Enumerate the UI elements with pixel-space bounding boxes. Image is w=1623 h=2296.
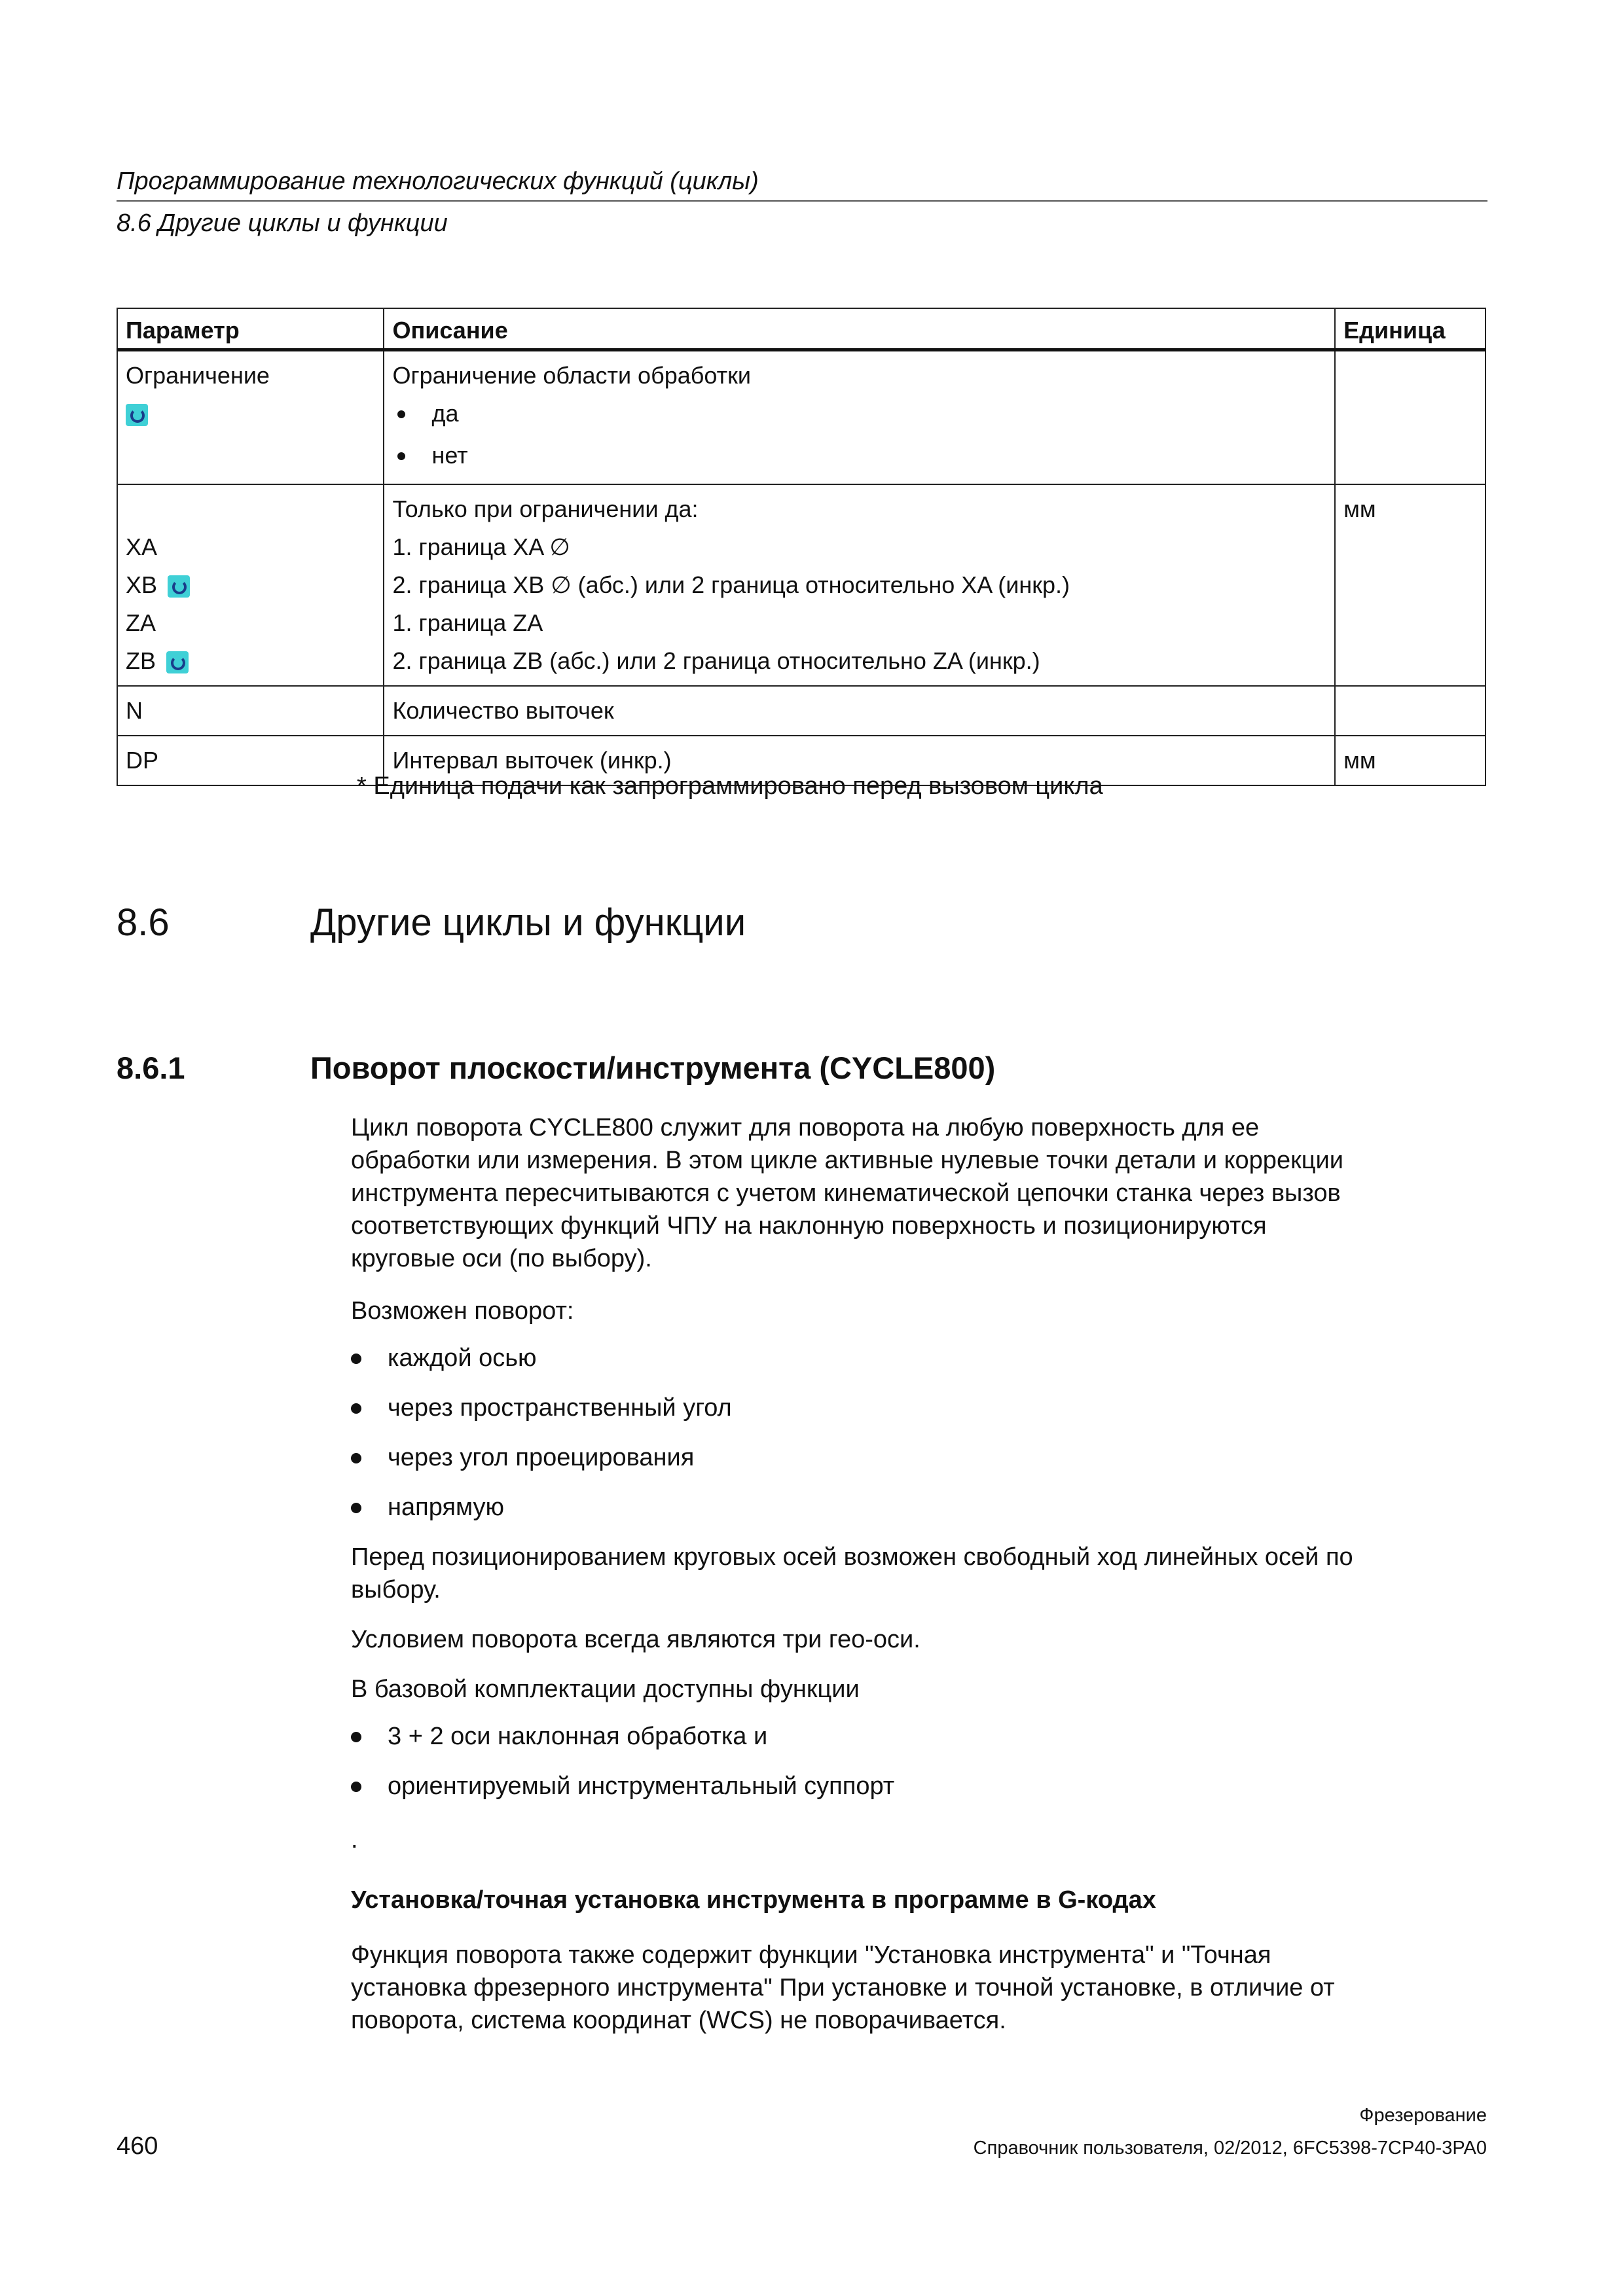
desc-cell xyxy=(384,484,1335,686)
param-desc: Только при ограничении да: xyxy=(392,495,699,522)
unit-cell: мм xyxy=(1335,484,1486,686)
section-number: 8.6 xyxy=(117,901,170,944)
column-header-desc: Описание xyxy=(384,308,1335,350)
page-number: 460 xyxy=(117,2132,158,2160)
param-desc: 1. граница XA ∅ xyxy=(392,533,570,560)
param-desc: 1. граница ZA xyxy=(392,609,543,636)
option-item: да xyxy=(392,395,1325,437)
intro-line: Цикл поворота CYCLE800 служит для поворота на любую поверхность для ее xyxy=(351,1114,1260,1141)
option-item: нет xyxy=(392,437,1325,478)
table-row xyxy=(117,686,1486,736)
footer-book-title: Фрезерование xyxy=(1359,2105,1487,2126)
param-cell xyxy=(117,484,384,686)
unit-cell xyxy=(1335,350,1486,485)
subsection-number: 8.6.1 xyxy=(117,1050,185,1085)
final-line: Функция поворота также содержит функции "Установка инструмента" и "Точная xyxy=(351,1941,1271,1969)
table-footnote: * Единица подачи как запрограммировано перед вызовом цикла xyxy=(357,772,1103,800)
desc-cell xyxy=(384,350,1335,485)
header-rule xyxy=(117,200,1487,202)
toggle-selection-icon[interactable] xyxy=(168,575,190,598)
condition-paragraph: Условием поворота всегда являются три гео-оси. xyxy=(351,1626,921,1653)
table-row xyxy=(117,350,1486,485)
final-line: установка фрезерного инструмента" При установке и точной установке, в отличие от xyxy=(351,1974,1335,2001)
table-row xyxy=(117,484,1486,686)
unit-cell xyxy=(1335,686,1486,736)
running-header-chapter: Программирование технологических функций (циклы) xyxy=(117,168,759,195)
running-header-section: 8.6 Другие циклы и функции xyxy=(117,209,448,237)
free-travel-line: выбору. xyxy=(351,1576,441,1604)
param-name: XB xyxy=(126,571,158,598)
parameter-table xyxy=(117,308,1486,786)
param-name: Ограничение xyxy=(126,362,270,389)
param-name: ZB xyxy=(126,647,156,674)
param-desc: Количество выточек xyxy=(384,686,1335,736)
param-name: DP xyxy=(117,736,384,785)
final-line: поворота, система координат (WCS) не поворачивается. xyxy=(351,2007,1006,2034)
possible-rotation-label: Возможен поворот: xyxy=(351,1297,574,1325)
unit-cell: мм xyxy=(1335,736,1486,785)
param-desc: 2. граница ZB (абс.) или 2 граница относительно ZA (инкр.) xyxy=(392,647,1040,674)
basic-functions-paragraph: В базовой комплектации доступны функции xyxy=(351,1676,860,1703)
toggle-selection-icon[interactable] xyxy=(166,651,189,673)
param-desc: Ограничение области обработки xyxy=(392,362,751,389)
column-header-unit: Единица xyxy=(1335,308,1486,350)
free-travel-line: Перед позиционированием круговых осей возможен свободный ход линейных осей по xyxy=(351,1543,1353,1571)
subsection-subheading: Установка/точная установка инструмента в программе в G-кодах xyxy=(351,1886,1156,1914)
intro-paragraph xyxy=(351,1111,1490,1275)
param-name: ZA xyxy=(126,609,156,636)
param-desc: Интервал выточек (инкр.) xyxy=(384,736,1335,785)
param-name: XA xyxy=(126,533,158,560)
intro-line: обработки или измерения. В этом цикле активные нулевые точки детали и коррекции xyxy=(351,1147,1343,1174)
footer-reference: Справочник пользователя, 02/2012, 6FC5398-7CP40-3PA0 xyxy=(973,2138,1487,2159)
free-travel-paragraph xyxy=(351,1541,1490,1606)
param-desc: 2. граница XB ∅ (абс.) или 2 граница относительно XA (инкр.) xyxy=(392,571,1070,598)
intro-line: инструмента пересчитываются с учетом кинематической цепочки станка через вызов xyxy=(351,1179,1341,1207)
stray-dot: . xyxy=(351,1826,358,1854)
final-paragraph xyxy=(351,1939,1490,2037)
toggle-selection-icon[interactable] xyxy=(126,404,148,426)
param-cell xyxy=(117,350,384,485)
intro-line: круговые оси (по выбору). xyxy=(351,1245,652,1272)
intro-line: соответствующих функций ЧПУ на наклонную поверхность и позиционируются xyxy=(351,1212,1267,1240)
param-name: N xyxy=(117,686,384,736)
section-title: Другие циклы и функции xyxy=(310,901,746,944)
column-header-param: Параметр xyxy=(117,308,384,350)
subsection-title: Поворот плоскости/инструмента (CYCLE800) xyxy=(310,1050,996,1085)
table-header-row xyxy=(117,308,1486,350)
